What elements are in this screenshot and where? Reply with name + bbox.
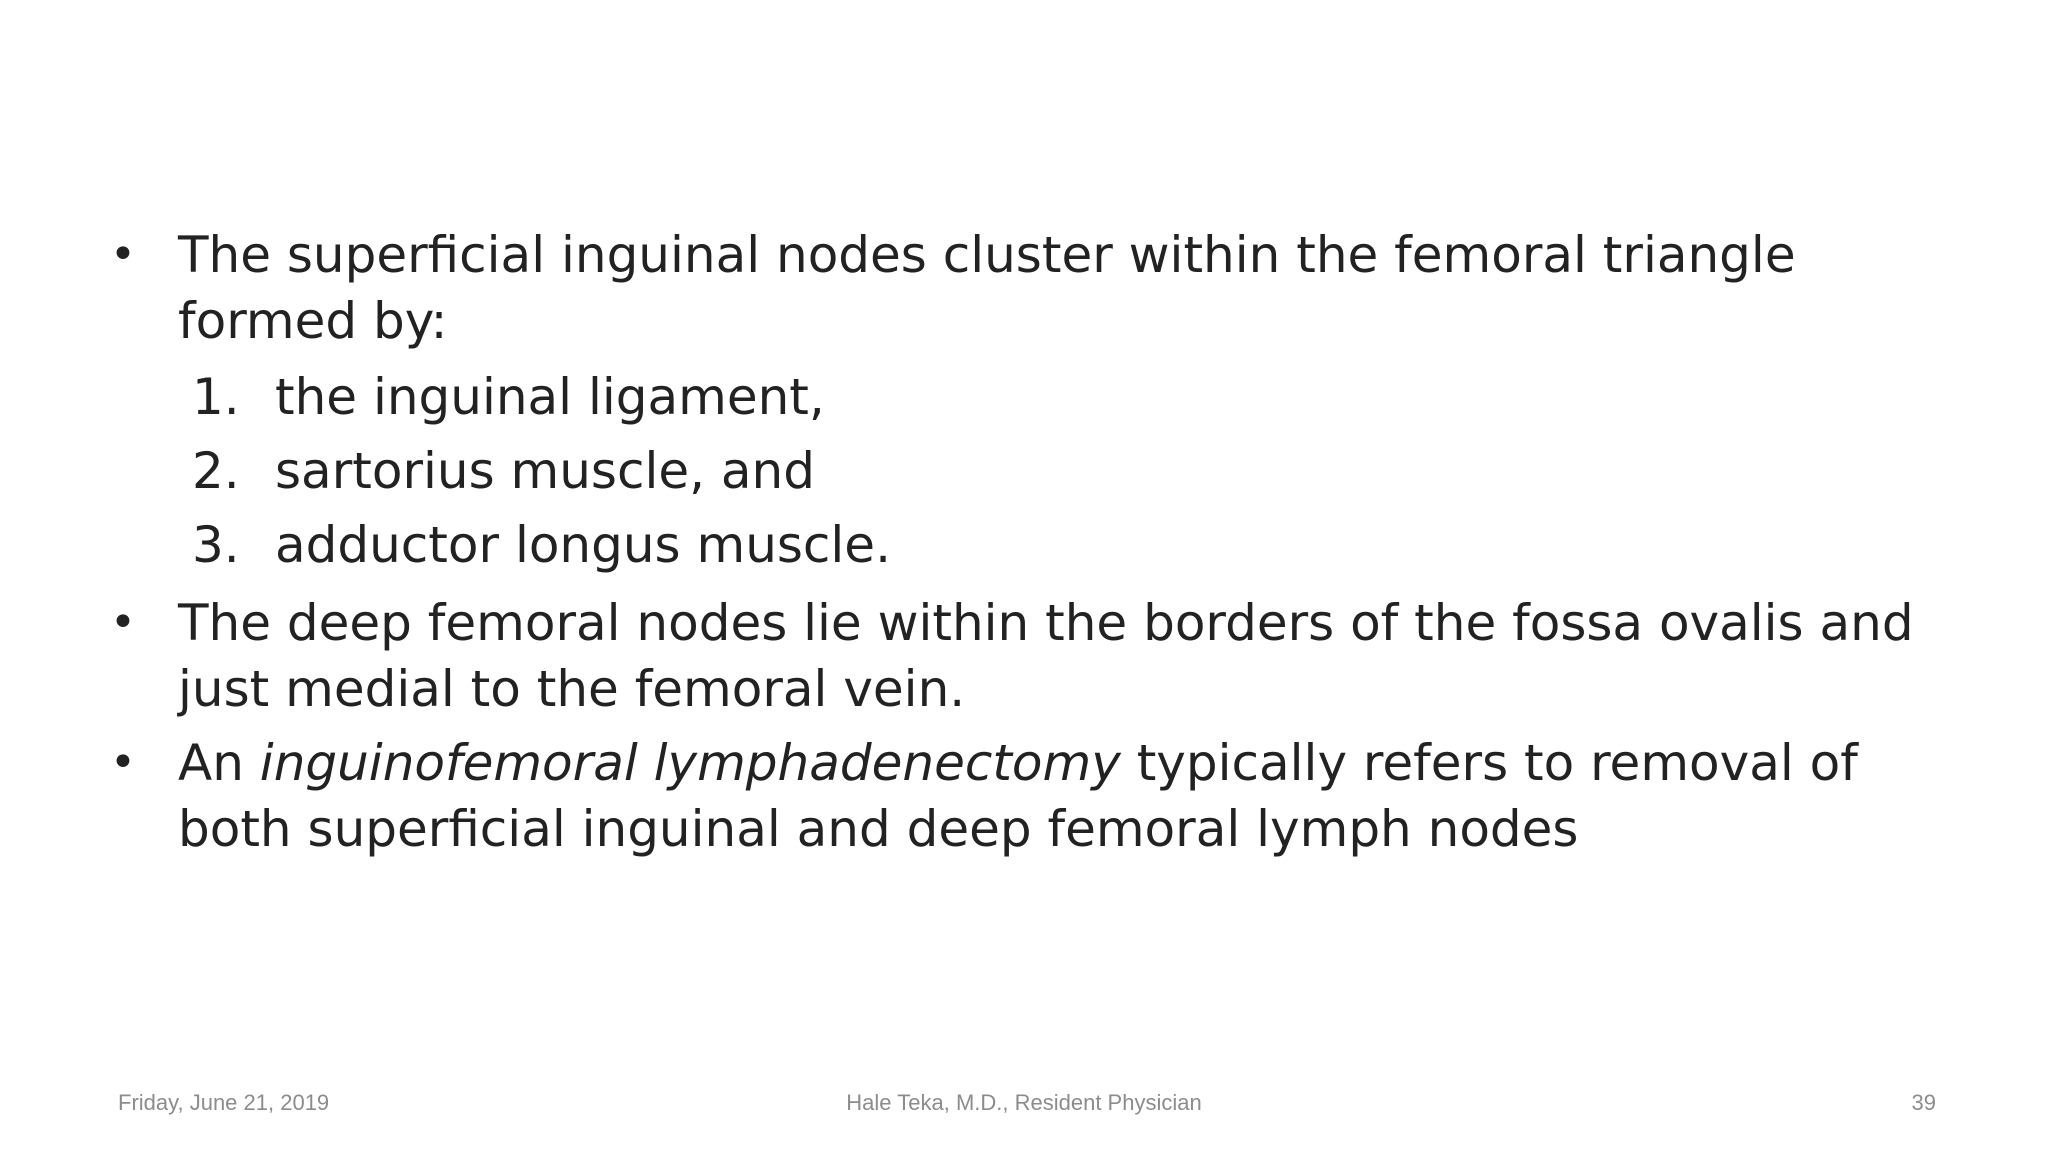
bullet-deep-femoral-nodes — [110, 590, 1970, 722]
bullet-dot: • — [110, 229, 136, 280]
bullet-lymphadenectomy — [110, 730, 1970, 862]
list-item — [110, 360, 1970, 434]
bullet-superficial-nodes — [110, 222, 1970, 354]
list-item-text: the inguinal ligament, — [275, 368, 825, 426]
footer-page-number: 39 — [1911, 1090, 1936, 1115]
bullet-dot: • — [110, 597, 136, 648]
list-number: 2. — [192, 442, 240, 500]
list-item — [110, 508, 1970, 582]
bullet-text-suffix: typically refers to removal of both superficial inguinal and deep femoral lymph nodes — [178, 734, 1858, 858]
list-item-text: sartorius muscle, and — [275, 442, 815, 500]
bullet-text-prefix: An — [178, 734, 260, 792]
list-number: 1. — [192, 368, 240, 426]
bullet-dot: • — [110, 737, 136, 788]
list-item — [110, 434, 1970, 508]
list-number: 3. — [192, 516, 240, 574]
footer-date: Friday, June 21, 2019 — [118, 1090, 330, 1115]
bullet-text: The superficial inguinal nodes cluster within the femoral triangle formed by: — [178, 226, 1796, 350]
femoral-triangle-borders-list — [110, 360, 1970, 582]
slide-content — [110, 222, 1970, 862]
bullet-text: The deep femoral nodes lie within the borders of the fossa ovalis and just medial to the femoral vein. — [178, 594, 1914, 718]
bullet-emphasis: inguinofemoral lymphadenectomy — [259, 734, 1121, 792]
list-item-text: adductor longus muscle. — [275, 516, 891, 574]
footer-author: Hale Teka, M.D., Resident Physician — [846, 1090, 1202, 1115]
